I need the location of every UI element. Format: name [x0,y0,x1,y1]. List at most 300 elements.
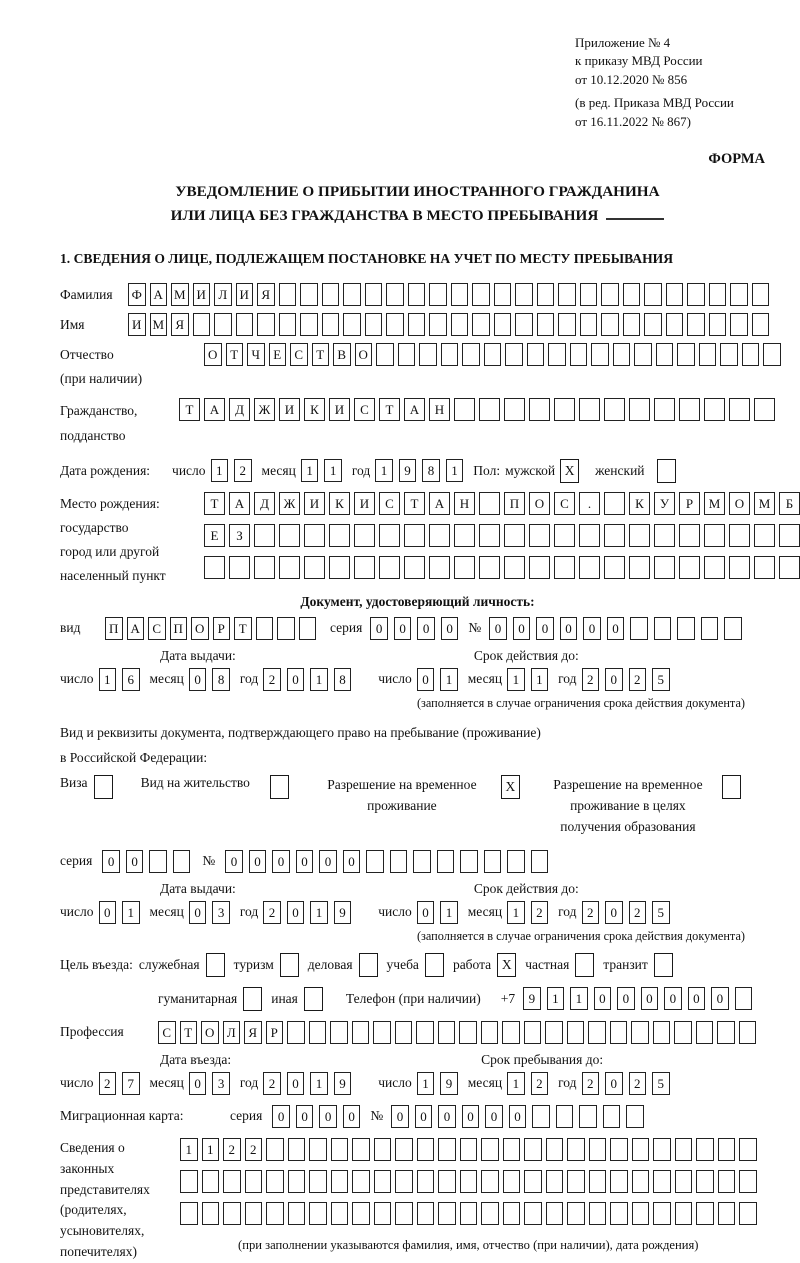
char-cell[interactable] [687,313,705,336]
char-cell[interactable] [404,556,425,579]
char-cell[interactable] [395,1170,413,1193]
char-cell[interactable]: И [128,313,146,336]
purpose-private-checkbox[interactable] [575,953,594,977]
char-cell[interactable] [379,524,400,547]
char-cell[interactable]: 0 [641,987,659,1010]
char-cell[interactable] [309,1202,327,1225]
char-cell[interactable]: 1 [531,668,549,691]
char-cell[interactable] [604,492,625,515]
purpose-study-checkbox[interactable] [425,953,444,977]
char-cell[interactable] [419,343,437,366]
char-cell[interactable]: 0 [415,1105,433,1128]
char-cell[interactable]: Ж [279,492,300,515]
char-cell[interactable] [656,343,674,366]
char-cell[interactable]: 9 [523,987,541,1010]
char-cell[interactable]: Т [180,1021,198,1044]
char-cell[interactable] [644,313,662,336]
char-cell[interactable]: Л [223,1021,241,1044]
char-cell[interactable]: 0 [605,901,623,924]
char-cell[interactable] [277,617,295,640]
char-cell[interactable]: 1 [570,987,588,1010]
char-cell[interactable]: И [329,398,350,421]
char-cell[interactable]: 0 [605,1072,623,1095]
char-cell[interactable]: . [579,492,600,515]
purpose-business-checkbox[interactable] [359,953,378,977]
char-cell[interactable]: М [150,313,168,336]
char-cell[interactable]: И [236,283,254,306]
char-cell[interactable]: 2 [531,1072,549,1095]
char-cell[interactable]: О [204,343,222,366]
char-cell[interactable]: А [404,398,425,421]
char-cell[interactable] [460,1138,478,1161]
char-cell[interactable] [567,1202,585,1225]
char-cell[interactable] [504,556,525,579]
char-cell[interactable] [739,1021,757,1044]
char-cell[interactable] [287,1021,305,1044]
char-cell[interactable] [386,283,404,306]
char-cell[interactable] [354,556,375,579]
char-cell[interactable] [631,1021,649,1044]
char-cell[interactable]: Ч [247,343,265,366]
char-cell[interactable]: 0 [343,1105,361,1128]
char-cell[interactable]: 1 [507,1072,525,1095]
char-cell[interactable] [653,1202,671,1225]
char-cell[interactable] [331,1170,349,1193]
char-cell[interactable] [502,1021,520,1044]
char-cell[interactable] [554,398,575,421]
char-cell[interactable] [309,1170,327,1193]
char-cell[interactable]: 0 [272,850,290,873]
char-cell[interactable]: 0 [287,1072,305,1095]
char-cell[interactable] [484,343,502,366]
char-cell[interactable] [180,1202,198,1225]
char-cell[interactable]: С [158,1021,176,1044]
char-cell[interactable]: 1 [202,1138,220,1161]
char-cell[interactable]: 0 [711,987,729,1010]
char-cell[interactable]: Т [226,343,244,366]
char-cell[interactable] [675,1170,693,1193]
char-cell[interactable] [479,556,500,579]
char-cell[interactable] [579,398,600,421]
char-cell[interactable] [742,343,760,366]
char-cell[interactable]: 5 [652,668,670,691]
char-cell[interactable] [610,1021,628,1044]
char-cell[interactable]: А [429,492,450,515]
char-cell[interactable]: Т [204,492,225,515]
char-cell[interactable] [322,313,340,336]
char-cell[interactable] [288,1170,306,1193]
char-cell[interactable]: 0 [441,617,459,640]
char-cell[interactable] [245,1202,263,1225]
char-cell[interactable]: О [729,492,750,515]
char-cell[interactable]: П [504,492,525,515]
char-cell[interactable]: 2 [582,901,600,924]
char-cell[interactable]: 1 [324,459,342,482]
char-cell[interactable] [709,283,727,306]
char-cell[interactable]: 0 [485,1105,503,1128]
char-cell[interactable]: Н [429,398,450,421]
char-cell[interactable] [429,524,450,547]
char-cell[interactable]: 9 [334,901,352,924]
char-cell[interactable] [266,1202,284,1225]
char-cell[interactable]: 1 [301,459,319,482]
char-cell[interactable] [601,283,619,306]
char-cell[interactable] [654,524,675,547]
char-cell[interactable] [653,1021,671,1044]
char-cell[interactable] [354,524,375,547]
char-cell[interactable] [343,313,361,336]
char-cell[interactable] [279,313,297,336]
char-cell[interactable]: К [329,492,350,515]
char-cell[interactable]: 2 [263,668,281,691]
char-cell[interactable] [202,1202,220,1225]
char-cell[interactable] [229,556,250,579]
char-cell[interactable] [687,283,705,306]
char-cell[interactable] [395,1138,413,1161]
char-cell[interactable]: 1 [446,459,464,482]
char-cell[interactable] [451,283,469,306]
char-cell[interactable] [554,524,575,547]
char-cell[interactable]: О [201,1021,219,1044]
char-cell[interactable] [366,850,384,873]
char-cell[interactable]: 0 [462,1105,480,1128]
char-cell[interactable] [223,1170,241,1193]
char-cell[interactable]: А [127,617,145,640]
char-cell[interactable]: 0 [272,1105,290,1128]
char-cell[interactable]: 0 [189,1072,207,1095]
char-cell[interactable] [701,617,719,640]
char-cell[interactable]: 2 [234,459,252,482]
char-cell[interactable] [374,1170,392,1193]
residence-permit-checkbox[interactable] [270,775,289,799]
char-cell[interactable]: Е [269,343,287,366]
char-cell[interactable] [580,283,598,306]
char-cell[interactable] [704,398,725,421]
char-cell[interactable] [505,343,523,366]
char-cell[interactable] [479,524,500,547]
char-cell[interactable] [479,492,500,515]
char-cell[interactable] [279,283,297,306]
char-cell[interactable] [417,1138,435,1161]
char-cell[interactable] [554,556,575,579]
char-cell[interactable]: 0 [583,617,601,640]
char-cell[interactable]: 2 [629,668,647,691]
char-cell[interactable]: Т [404,492,425,515]
char-cell[interactable] [504,398,525,421]
char-cell[interactable] [735,987,753,1010]
char-cell[interactable] [484,850,502,873]
char-cell[interactable]: 0 [189,668,207,691]
char-cell[interactable] [507,850,525,873]
char-cell[interactable] [632,1170,650,1193]
char-cell[interactable]: О [191,617,209,640]
char-cell[interactable] [653,1138,671,1161]
char-cell[interactable]: 2 [629,1072,647,1095]
char-cell[interactable] [556,1105,574,1128]
char-cell[interactable] [604,556,625,579]
char-cell[interactable] [309,1138,327,1161]
char-cell[interactable] [309,1021,327,1044]
char-cell[interactable] [629,524,650,547]
char-cell[interactable] [754,524,775,547]
char-cell[interactable]: 1 [440,668,458,691]
char-cell[interactable] [696,1138,714,1161]
char-cell[interactable]: 5 [652,1072,670,1095]
char-cell[interactable]: И [279,398,300,421]
char-cell[interactable] [459,1021,477,1044]
char-cell[interactable] [546,1138,564,1161]
char-cell[interactable] [632,1202,650,1225]
char-cell[interactable] [779,524,800,547]
char-cell[interactable]: В [333,343,351,366]
char-cell[interactable] [481,1021,499,1044]
char-cell[interactable] [626,1105,644,1128]
char-cell[interactable]: 6 [122,668,140,691]
char-cell[interactable] [752,283,770,306]
char-cell[interactable] [395,1021,413,1044]
char-cell[interactable] [236,313,254,336]
char-cell[interactable] [524,1202,542,1225]
char-cell[interactable] [677,343,695,366]
char-cell[interactable]: 0 [287,901,305,924]
char-cell[interactable] [739,1202,757,1225]
char-cell[interactable]: 0 [605,668,623,691]
char-cell[interactable]: 2 [223,1138,241,1161]
char-cell[interactable] [460,1170,478,1193]
char-cell[interactable] [352,1170,370,1193]
char-cell[interactable] [629,398,650,421]
char-cell[interactable] [504,524,525,547]
char-cell[interactable] [245,1170,263,1193]
char-cell[interactable] [704,556,725,579]
char-cell[interactable] [570,343,588,366]
char-cell[interactable]: С [379,492,400,515]
char-cell[interactable] [696,1170,714,1193]
char-cell[interactable]: 0 [296,1105,314,1128]
char-cell[interactable]: 9 [440,1072,458,1095]
char-cell[interactable] [180,1170,198,1193]
char-cell[interactable]: 9 [399,459,417,482]
char-cell[interactable]: 1 [440,901,458,924]
char-cell[interactable]: Л [214,283,232,306]
char-cell[interactable]: 0 [126,850,144,873]
char-cell[interactable] [548,343,566,366]
char-cell[interactable] [352,1021,370,1044]
char-cell[interactable]: 0 [617,987,635,1010]
char-cell[interactable] [376,343,394,366]
char-cell[interactable]: Т [379,398,400,421]
char-cell[interactable] [438,1202,456,1225]
char-cell[interactable] [729,524,750,547]
char-cell[interactable]: 0 [225,850,243,873]
char-cell[interactable]: 2 [99,1072,117,1095]
char-cell[interactable] [441,343,459,366]
char-cell[interactable]: 1 [507,901,525,924]
char-cell[interactable] [214,313,232,336]
char-cell[interactable] [374,1202,392,1225]
char-cell[interactable]: Ф [128,283,146,306]
char-cell[interactable] [754,398,775,421]
char-cell[interactable] [580,313,598,336]
char-cell[interactable] [481,1170,499,1193]
char-cell[interactable]: 0 [296,850,314,873]
char-cell[interactable]: 1 [310,901,328,924]
char-cell[interactable]: Д [229,398,250,421]
char-cell[interactable]: Р [213,617,231,640]
sex-male-checkbox[interactable]: X [560,459,579,483]
char-cell[interactable] [299,617,317,640]
char-cell[interactable]: 1 [211,459,229,482]
char-cell[interactable] [529,524,550,547]
char-cell[interactable] [604,398,625,421]
char-cell[interactable] [202,1170,220,1193]
char-cell[interactable]: 0 [370,617,388,640]
char-cell[interactable]: 1 [310,1072,328,1095]
char-cell[interactable] [256,617,274,640]
char-cell[interactable] [567,1170,585,1193]
char-cell[interactable] [352,1202,370,1225]
char-cell[interactable]: О [529,492,550,515]
char-cell[interactable] [300,283,318,306]
char-cell[interactable]: 0 [509,1105,527,1128]
char-cell[interactable] [149,850,167,873]
char-cell[interactable] [479,398,500,421]
char-cell[interactable] [329,556,350,579]
char-cell[interactable]: 5 [652,901,670,924]
char-cell[interactable] [679,556,700,579]
char-cell[interactable]: А [150,283,168,306]
char-cell[interactable] [558,313,576,336]
char-cell[interactable]: 0 [343,850,361,873]
char-cell[interactable] [589,1170,607,1193]
char-cell[interactable] [266,1170,284,1193]
char-cell[interactable] [724,617,742,640]
char-cell[interactable]: 7 [122,1072,140,1095]
char-cell[interactable]: 0 [287,668,305,691]
char-cell[interactable] [304,524,325,547]
char-cell[interactable]: 0 [536,617,554,640]
char-cell[interactable]: С [354,398,375,421]
char-cell[interactable]: 0 [249,850,267,873]
char-cell[interactable]: М [754,492,775,515]
char-cell[interactable] [223,1202,241,1225]
char-cell[interactable] [524,1170,542,1193]
char-cell[interactable] [454,556,475,579]
char-cell[interactable] [300,313,318,336]
char-cell[interactable] [494,313,512,336]
char-cell[interactable] [653,1170,671,1193]
char-cell[interactable] [623,313,641,336]
char-cell[interactable] [451,313,469,336]
char-cell[interactable]: 0 [688,987,706,1010]
char-cell[interactable] [330,1021,348,1044]
char-cell[interactable]: 0 [607,617,625,640]
temp-residence-checkbox[interactable]: X [501,775,520,799]
char-cell[interactable] [720,343,738,366]
char-cell[interactable] [779,556,800,579]
char-cell[interactable]: С [290,343,308,366]
char-cell[interactable] [408,313,426,336]
char-cell[interactable] [739,1170,757,1193]
char-cell[interactable]: 0 [99,901,117,924]
char-cell[interactable] [438,1170,456,1193]
purpose-work-checkbox[interactable]: X [497,953,516,977]
purpose-transit-checkbox[interactable] [654,953,673,977]
char-cell[interactable] [429,283,447,306]
char-cell[interactable] [462,343,480,366]
char-cell[interactable] [729,556,750,579]
char-cell[interactable] [545,1021,563,1044]
char-cell[interactable] [644,283,662,306]
char-cell[interactable]: М [704,492,725,515]
char-cell[interactable] [408,283,426,306]
char-cell[interactable]: И [304,492,325,515]
char-cell[interactable]: 0 [394,617,412,640]
char-cell[interactable] [343,283,361,306]
char-cell[interactable] [515,283,533,306]
char-cell[interactable]: 0 [189,901,207,924]
char-cell[interactable] [696,1202,714,1225]
char-cell[interactable] [546,1170,564,1193]
char-cell[interactable] [604,524,625,547]
char-cell[interactable] [589,1138,607,1161]
char-cell[interactable]: 0 [319,850,337,873]
char-cell[interactable]: 0 [513,617,531,640]
char-cell[interactable] [438,1138,456,1161]
char-cell[interactable] [193,313,211,336]
char-cell[interactable] [416,1021,434,1044]
char-cell[interactable] [567,1138,585,1161]
char-cell[interactable]: 3 [212,901,230,924]
char-cell[interactable]: 2 [582,668,600,691]
char-cell[interactable] [331,1138,349,1161]
char-cell[interactable] [266,1138,284,1161]
char-cell[interactable]: К [629,492,650,515]
char-cell[interactable]: З [229,524,250,547]
char-cell[interactable] [481,1202,499,1225]
char-cell[interactable] [454,524,475,547]
char-cell[interactable] [634,343,652,366]
char-cell[interactable] [460,1202,478,1225]
purpose-official-checkbox[interactable] [206,953,225,977]
char-cell[interactable] [654,617,672,640]
char-cell[interactable] [579,556,600,579]
char-cell[interactable] [666,313,684,336]
char-cell[interactable] [579,1105,597,1128]
char-cell[interactable] [674,1021,692,1044]
char-cell[interactable] [288,1138,306,1161]
char-cell[interactable] [529,398,550,421]
char-cell[interactable] [503,1138,521,1161]
char-cell[interactable] [204,556,225,579]
char-cell[interactable]: 1 [180,1138,198,1161]
char-cell[interactable] [603,1105,621,1128]
char-cell[interactable] [417,1202,435,1225]
char-cell[interactable]: 2 [531,901,549,924]
char-cell[interactable]: 0 [489,617,507,640]
char-cell[interactable] [417,1170,435,1193]
char-cell[interactable] [666,283,684,306]
char-cell[interactable] [588,1021,606,1044]
char-cell[interactable]: Д [254,492,275,515]
char-cell[interactable] [630,617,648,640]
char-cell[interactable]: 8 [334,668,352,691]
char-cell[interactable] [654,556,675,579]
char-cell[interactable]: П [170,617,188,640]
char-cell[interactable]: 0 [319,1105,337,1128]
char-cell[interactable] [529,556,550,579]
char-cell[interactable] [558,283,576,306]
